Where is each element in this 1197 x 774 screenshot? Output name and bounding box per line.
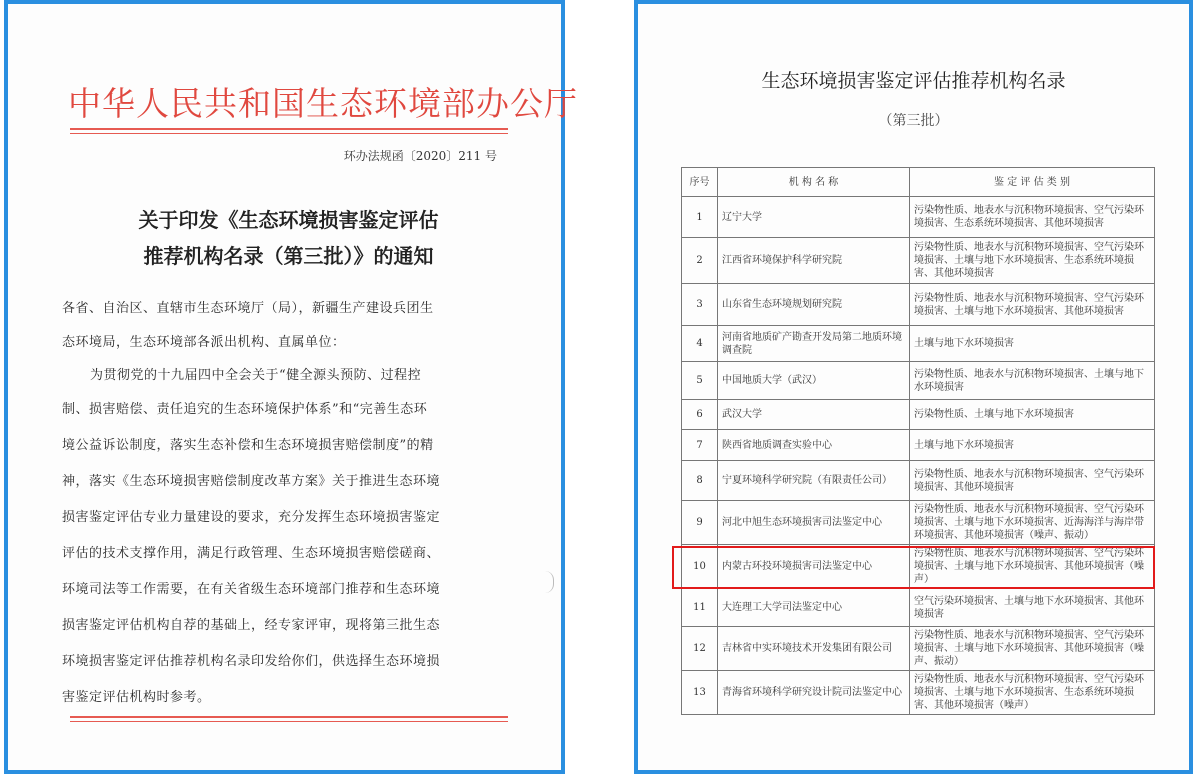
seq-cell: 3 <box>682 284 718 326</box>
seq-cell: 4 <box>682 326 718 362</box>
body-line: 害鉴定评估机构时参考。 <box>62 690 211 705</box>
table-row <box>682 589 1155 627</box>
header-rule <box>70 128 508 130</box>
category-cell: 土壤与地下水环境损害 <box>910 326 1155 362</box>
table-row <box>682 430 1155 461</box>
agency-name-cell: 大连理工大学司法鉴定中心 <box>718 589 910 627</box>
seq-cell: 13 <box>682 671 718 715</box>
agency-name-cell: 河北中旭生态环境损害司法鉴定中心 <box>718 501 910 545</box>
category-cell: 污染物性质、地表水与沉积物环境损害、空气污染环境损害、生态系统环境损害、其他环境损害 <box>910 197 1155 238</box>
category-cell: 空气污染环境损害、土壤与地下水环境损害、其他环境损害 <box>910 589 1155 627</box>
table-row <box>682 501 1155 545</box>
table-row <box>682 326 1155 362</box>
agency-name-cell: 陕西省地质调查实验中心 <box>718 430 910 461</box>
column-header-name: 机 构 名 称 <box>718 168 910 197</box>
table-row <box>682 197 1155 238</box>
batch-label: （第三批） <box>878 113 949 129</box>
category-cell: 污染物性质、地表水与沉积物环境损害、空气污染环境损害、土壤与地下水环境损害、生态系统环境损害、其他环境损害 <box>910 238 1155 284</box>
agency-list-document <box>634 0 1193 774</box>
body-line: 为贯彻党的十九届四中全会关于“健全源头预防、过程控 <box>90 368 422 383</box>
list-title: 生态环境损害鉴定评估推荐机构名录 <box>761 70 1066 92</box>
category-cell: 污染物性质、地表水与沉积物环境损害、土壤与地下水环境损害 <box>910 362 1155 400</box>
body-line: 态环境局，生态环境部各派出机构、直属单位： <box>62 335 346 350</box>
body-line: 神，落实《生态环境损害赔偿制度改革方案》关于推进生态环境 <box>62 474 441 489</box>
body-line: 损害鉴定评估机构自荐的基础上，经专家评审，现将第三批生态 <box>62 618 441 633</box>
agency-name-cell: 河南省地质矿产勘查开发局第二地质环境调查院 <box>718 326 910 362</box>
issuer-header: 中华人民共和国生态环境部办公厅 <box>68 84 578 123</box>
seq-cell: 7 <box>682 430 718 461</box>
notice-title-line-1: 关于印发《生态环境损害鉴定评估 <box>138 208 439 232</box>
body-line: 损害鉴定评估专业力量建设的要求，充分发挥生态环境损害鉴定 <box>62 510 441 525</box>
seq-cell: 12 <box>682 627 718 671</box>
category-cell: 污染物性质、土壤与地下水环境损害 <box>910 400 1155 430</box>
column-header-category: 鉴 定 评 估 类 别 <box>910 168 1155 197</box>
agency-name-cell: 青海省环境科学研究设计院司法鉴定中心 <box>718 671 910 715</box>
seq-cell: 9 <box>682 501 718 545</box>
table-row <box>682 362 1155 400</box>
notice-document <box>4 0 578 774</box>
category-cell: 污染物性质、地表水与沉积物环境损害、空气污染环境损害、土壤与地下水环境损害、其他环境损害（噪声） <box>910 545 1155 589</box>
agency-name-cell: 内蒙古环投环境损害司法鉴定中心 <box>718 545 910 589</box>
header-rule-thin <box>70 133 508 134</box>
body-line: 各省、自治区、直辖市生态环境厅（局），新疆生产建设兵团生 <box>62 301 434 316</box>
agency-name-cell: 吉林省中实环境技术开发集团有限公司 <box>718 627 910 671</box>
body-line: 环境损害鉴定评估推荐机构名录印发给你们，供选择生态环境损 <box>62 654 441 669</box>
agency-name-cell: 山东省生态环境规划研究院 <box>718 284 910 326</box>
footer-rule <box>70 716 508 718</box>
body-line: 制、损害赔偿、责任追究的生态环境保护体系”和“完善生态环 <box>62 402 428 417</box>
category-cell: 污染物性质、地表水与沉积物环境损害、空气污染环境损害、其他环境损害 <box>910 461 1155 501</box>
category-cell: 污染物性质、地表水与沉积物环境损害、空气污染环境损害、土壤与地下水环境损害、近海海洋与海岸带环境损害、其他环境损害（噪声、振动） <box>910 501 1155 545</box>
table-row <box>682 238 1155 284</box>
body-line: 环境司法等工作需要，在有关省级生态环境部门推荐和生态环境 <box>62 582 441 597</box>
seq-cell: 6 <box>682 400 718 430</box>
document-number: 环办法规函〔2020〕211 号 <box>343 149 497 163</box>
agency-name-cell: 中国地质大学（武汉） <box>718 362 910 400</box>
table-header-row <box>682 168 1155 197</box>
category-cell: 污染物性质、地表水与沉积物环境损害、空气污染环境损害、土壤与地下水环境损害、其他环境损害 <box>910 284 1155 326</box>
seq-cell: 5 <box>682 362 718 400</box>
table-row <box>682 284 1155 326</box>
seq-cell: 11 <box>682 589 718 627</box>
table-row <box>682 627 1155 671</box>
seq-cell: 10 <box>682 545 718 589</box>
agency-name-cell: 江西省环境保护科学研究院 <box>718 238 910 284</box>
seq-cell: 2 <box>682 238 718 284</box>
seq-cell: 8 <box>682 461 718 501</box>
agency-table <box>681 167 1155 715</box>
body-line: 评估的技术支撑作用，满足行政管理、生态环境损害赔偿磋商、 <box>62 546 441 561</box>
table-row <box>682 400 1155 430</box>
seq-cell: 1 <box>682 197 718 238</box>
agency-name-cell: 武汉大学 <box>718 400 910 430</box>
notice-title-line-2: 推荐机构名录（第三批）》的通知 <box>143 244 434 268</box>
table-row <box>682 461 1155 501</box>
category-cell: 污染物性质、地表水与沉积物环境损害、空气污染环境损害、土壤与地下水环境损害、生态系统环境损害、其他环境损害（噪声） <box>910 671 1155 715</box>
column-header-seq: 序号 <box>682 168 718 197</box>
footer-rule-thin <box>70 721 508 722</box>
agency-name-cell: 宁夏环境科学研究院（有限责任公司） <box>718 461 910 501</box>
category-cell: 污染物性质、地表水与沉积物环境损害、空气污染环境损害、土壤与地下水环境损害、其他环境损害（噪声、振动） <box>910 627 1155 671</box>
body-line: 境公益诉讼制度，落实生态补偿和生态环境损害赔偿制度”的精 <box>62 438 434 453</box>
highlight-box <box>672 546 1155 589</box>
page-curl-mark <box>545 571 554 593</box>
table-row <box>682 671 1155 715</box>
category-cell: 土壤与地下水环境损害 <box>910 430 1155 461</box>
agency-name-cell: 辽宁大学 <box>718 197 910 238</box>
